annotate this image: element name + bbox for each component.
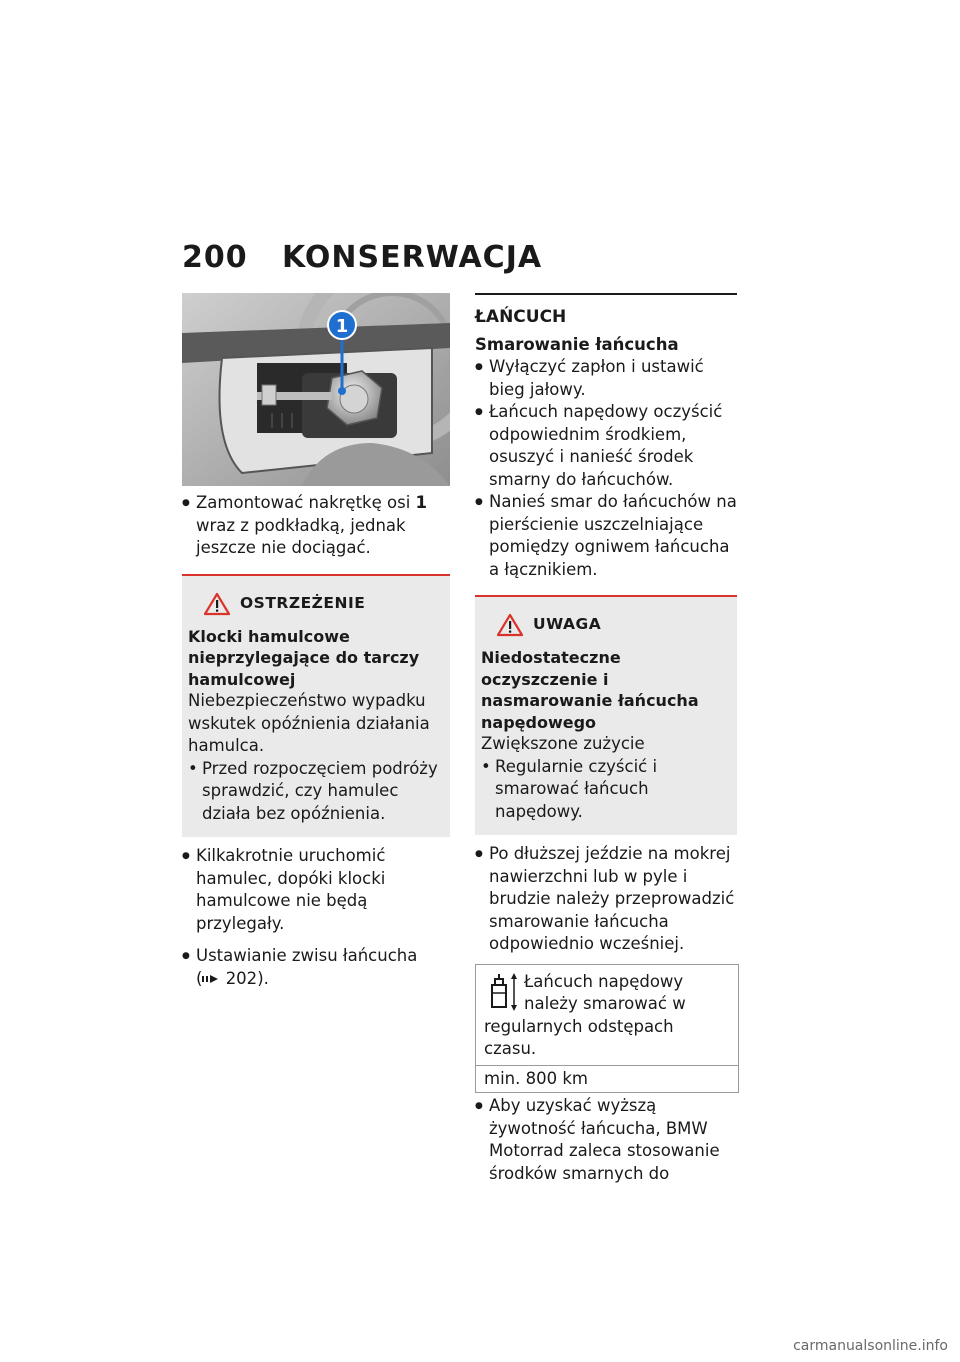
warning-text: Niebezpieczeństwo wypadku wskutek opóźnienia działania hamulca. <box>188 691 430 755</box>
list-item: ● Wyłączyć zapłon i ustawić bieg jałowy. <box>475 356 737 401</box>
warning-items <box>188 758 444 826</box>
left-bullets-a <box>182 492 450 560</box>
oil-can-icon <box>484 971 520 1013</box>
section-rule <box>475 293 737 295</box>
maintenance-interval: min. 800 km <box>476 1065 738 1093</box>
caution-title: Niedostateczne oczyszczenie i nasmarowanie łańcucha napędowego <box>481 648 699 732</box>
list-item: ● Zamontować nakrętkę osi 1 wraz z podkładką, jednak jeszcze nie dociągać. <box>182 492 450 560</box>
list-item: ● Łańcuch napędowy oczyścić odpowiednim środkiem, osuszyć i nanieść środek smarny do łańcuchów. <box>475 401 737 491</box>
list-item: ● Kilkakrotnie uruchomić hamulec, dopóki klocki hamulcowe nie będą przylegały. <box>182 845 450 935</box>
warning-box <box>182 574 450 838</box>
list-item: ● Aby uzyskać wyższą żywotność łańcucha, BMW Motorrad zaleca stosowanie środków smarnych do <box>475 1095 737 1185</box>
watermark: carmanualsonline.info <box>793 1338 948 1354</box>
page-reference-arrow-icon <box>202 973 220 985</box>
maintenance-note-text: Łańcuch napędowy należy smarować w regularnych odstępach czasu. <box>484 971 686 1058</box>
right-column <box>475 293 737 1185</box>
caution-items <box>481 756 731 824</box>
rear-axle-photo <box>182 293 450 486</box>
warning-triangle-icon <box>497 613 523 637</box>
warning-label: OSTRZEŻENIE <box>240 593 366 612</box>
maintenance-note <box>475 964 739 1094</box>
list-item: ● Nanieś smar do łańcuchów na pierścienie uszczelniające pomiędzy ogniwem łańcucha a łącznikiem. <box>475 491 737 581</box>
left-column <box>182 293 450 990</box>
caution-label: UWAGA <box>533 615 602 633</box>
subsection-title: Smarowanie łańcucha <box>475 335 679 354</box>
page-number: 200 <box>182 240 248 275</box>
section-title: ŁAŃCUCH <box>475 307 567 327</box>
left-bullets-b <box>182 845 450 990</box>
chapter-title: KONSERWACJA <box>282 240 543 275</box>
right-bullets-c <box>475 1095 737 1185</box>
right-bullets-a <box>475 356 737 581</box>
list-item: • Regularnie czyścić i smarować łańcuch napędowy. <box>481 756 731 824</box>
warning-triangle-icon <box>204 592 230 616</box>
caution-box <box>475 595 737 835</box>
caution-text: Zwiększone zużycie <box>481 734 645 753</box>
list-item: ● Ustawianie zwisu łańcucha ( 202). <box>182 945 450 990</box>
list-item: • Przed rozpoczęciem podróży sprawdzić, czy hamulec działa bez opóźnienia. <box>188 758 444 826</box>
warning-title: Klocki hamulcowe nieprzylegające do tarczy hamulcowej <box>188 626 420 689</box>
right-bullets-b <box>475 843 737 956</box>
page-reference[interactable]: 202 <box>225 968 258 988</box>
list-item: ● Po dłuższej jeździe na mokrej nawierzchni lub w pyle i brudzie należy przeprowadzić smarowanie łańcucha odpowiednio wcześniej. <box>475 843 737 956</box>
figure-callout-1: 1 <box>335 316 349 337</box>
